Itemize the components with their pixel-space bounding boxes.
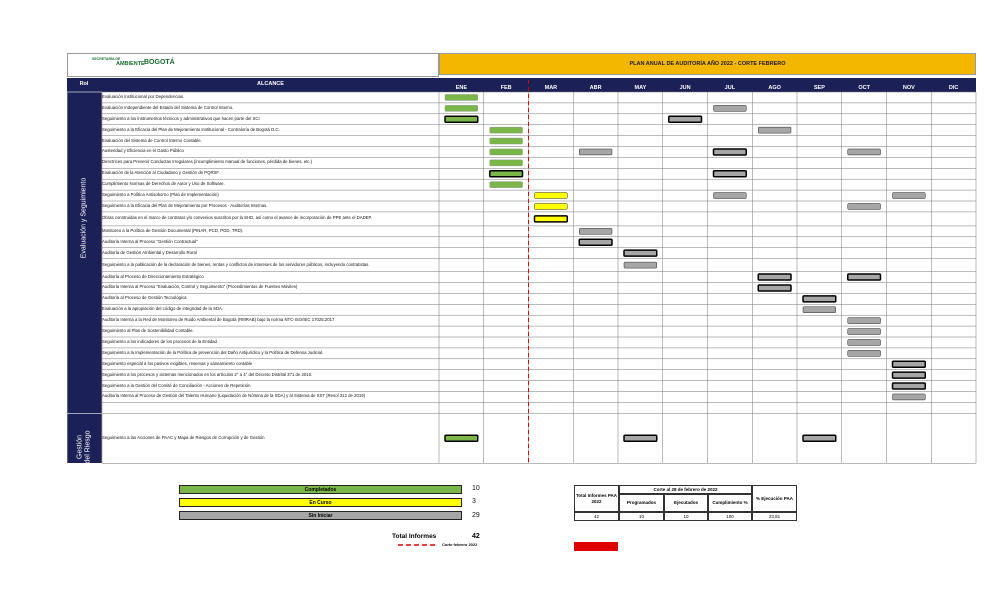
- month-header-jun: JUN: [679, 85, 691, 91]
- bar-not_started: [803, 435, 836, 441]
- bar-not_started: [758, 285, 791, 291]
- month-header-abr: ABR: [589, 85, 602, 91]
- group-label-evaluacion: Evaluación y Seguimiento: [80, 177, 88, 259]
- logo-bogota: BOGOTÁ: [144, 59, 175, 66]
- summary-programados-value: 10: [619, 512, 664, 521]
- bar-not_started: [624, 435, 657, 441]
- bar-not_started: [714, 149, 747, 155]
- bar-not_started: [579, 239, 612, 245]
- row-label: Seguimiento a los indicadores de los procesos de la Entidad: [102, 338, 217, 344]
- month-header-ene: ENE: [455, 85, 468, 91]
- month-header-dic: DIC: [948, 85, 959, 91]
- row-label: Auditoría al Proceso de Gestión Tecnológica: [102, 295, 187, 301]
- bar-completed: [490, 182, 523, 188]
- row-label: Seguimiento a la Eficacia del Plan de Mejoramiento Institucional - Contraloría de Bogotá D.C.: [102, 126, 280, 132]
- month-header-mar: MAR: [544, 85, 558, 91]
- bar-completed: [445, 435, 478, 441]
- bar-not_started: [803, 307, 836, 313]
- summary-cumplimiento-label: Cumplimiento %: [708, 494, 752, 512]
- month-header-sep: SEP: [813, 85, 825, 91]
- bar-not_started: [714, 193, 747, 199]
- row-label: Seguimiento a las Acciones de PAAC y Mapa de Riesgos de Corrupción y de Gestión: [102, 434, 265, 440]
- summary-ejecutados-label: Ejecutados: [664, 494, 708, 512]
- row-label: Seguimiento a la Eficacia del Plan de Mejoramiento por Procesos - Auditorías Internas.: [102, 202, 268, 208]
- month-header-ago: AGO: [768, 85, 781, 91]
- bar-not_started: [893, 361, 926, 367]
- cutoff-line-legend: [398, 543, 438, 547]
- plan-title: PLAN ANUAL DE AUDITORÍA AÑO 2022 - CORTE FEBRERO: [439, 53, 976, 75]
- row-label: Evaluación a la apropiación del código de integridad de la SDA.: [102, 306, 224, 312]
- month-header-feb: FEB: [500, 85, 512, 91]
- row-label: Evaluación Independiente del Estado del Sistema de Control Interno.: [102, 104, 234, 110]
- logo-ambiente: AMBIENTE: [116, 61, 145, 67]
- row-label: Seguimiento a los instrumentos técnicos y administrativos que hacen parte del SCI: [102, 115, 260, 121]
- total-label: Total Informes: [392, 533, 437, 540]
- row-label: Auditoría Interna a la Red de Monitoreo de Ruido Ambiental de Bogotá (RMRAB) bajo la norma NTC-ISO/IEC 17025:2017: [102, 317, 335, 323]
- summary-total-value: 42: [574, 512, 619, 521]
- bar-not_started: [848, 339, 881, 345]
- legend-not-started-count: 29: [472, 512, 480, 519]
- bar-completed: [445, 116, 478, 122]
- row-label: Seguimiento a la Implementación de la Política de prevención del Daño Antijurídico y la Política de Defensa Judicial.: [102, 349, 324, 355]
- row-label: Evaluación Institucional por Dependencias.: [102, 93, 185, 99]
- bar-completed: [490, 138, 523, 144]
- summary-exec-value: 23,81: [752, 512, 797, 521]
- legend-in-progress-count: 3: [472, 498, 476, 505]
- total-value: 42: [472, 533, 480, 540]
- row-label: Seguimiento a la publicación de la declaración de bienes, rentas y conflictos de intereses de los servidores públicos, incluyendo contratistas.: [102, 261, 370, 267]
- bar-in_progress: [535, 216, 568, 222]
- cutoff-swatch: [574, 542, 618, 551]
- bar-not_started: [848, 318, 881, 324]
- summary-cumplimiento-value: 100: [708, 512, 752, 521]
- bar-not_started: [714, 105, 747, 111]
- row-label: Auditoría Interna al Proceso de Gestión del Talento Humano (Liquidación de Nómina de la SDA) y al Sistema de SST (Resol 312 de 2019): [102, 393, 366, 399]
- bar-in_progress: [535, 203, 568, 209]
- bar-not_started: [848, 149, 881, 155]
- legend-in-progress: En Curso: [179, 498, 462, 507]
- bar-not_started: [848, 274, 881, 280]
- bar-not_started: [579, 149, 612, 155]
- row-label: Seguimiento a la Gestión del Comité de Conciliación - Acciones de Repetición: [102, 382, 251, 388]
- month-header-may: MAY: [634, 85, 647, 91]
- legend-completed-count: 10: [472, 485, 480, 492]
- row-label: Auditoría Interna al Proceso "Evaluación, Control y Seguimiento" (Procedimientos de Fuentes Móviles): [102, 284, 298, 290]
- bar-not_started: [893, 193, 926, 199]
- summary-period-label: Corte al 28 de febrero de 2022: [619, 485, 752, 494]
- bar-completed: [445, 94, 478, 100]
- bar-completed: [490, 160, 523, 166]
- row-label: Seguimiento a Política Antisoborno (Plan de Implementación): [102, 192, 219, 198]
- row-label: Cumplimiento Normas de Derechos de Autor y Uso de Software.: [102, 181, 225, 187]
- cutoff-label: Corte febrero 2022: [442, 542, 478, 547]
- group-label-riesgo: Gestión del Riesgo: [76, 430, 91, 464]
- bar-not_started: [758, 127, 791, 133]
- bar-completed: [490, 149, 523, 155]
- bar-not_started: [714, 171, 747, 177]
- row-label: Evaluación del Sistema de Control Interno Contable.: [102, 137, 202, 143]
- bar-not_started: [624, 250, 657, 256]
- bar-not_started: [848, 329, 881, 335]
- bar-completed: [490, 127, 523, 133]
- row-label: Seguimiento especial a los pasivos exigibles, reservas y saneamiento contable: [102, 360, 253, 366]
- month-header-nov: NOV: [902, 85, 915, 91]
- row-label: Seguimiento a los procesos y sistemas mencionados en los artículos 2° a 4° del Decreto Distrital 371 de 2010.: [102, 371, 313, 377]
- logo-secretaria: SECRETARÍA DE: [92, 57, 121, 61]
- row-label: Evaluación de la Atención al Ciudadano y Gestión de PQRSF.: [102, 170, 220, 176]
- row-label: Auditoría Interna al Proceso "Gestión Contractual": [102, 238, 198, 244]
- row-label: Seguimiento al Plan de Sostenibilidad Contable.: [102, 328, 194, 334]
- bar-in_progress: [535, 193, 568, 199]
- row-label: Directrices para Prevenir Conductas Irregulares (incumplimiento manual de funciones, pérdida de bienes, etc.): [102, 159, 313, 165]
- row-label: Auditoría de Gestión Ambiental y Desarrollo Rural: [102, 249, 197, 255]
- month-header-oct: OCT: [858, 85, 870, 91]
- month-header-jul: JUL: [724, 85, 736, 91]
- bar-completed: [490, 171, 523, 177]
- bar-not_started: [848, 350, 881, 356]
- row-label: Austeridad y Eficiencia en el Gasto Público: [102, 148, 184, 154]
- bar-not_started: [579, 228, 612, 234]
- bar-not_started: [848, 203, 881, 209]
- bar-not_started: [893, 383, 926, 389]
- row-label: Monitoreo a la Política de Gestión Documental (PINAR, PCD, PGD, TRD).: [102, 227, 244, 233]
- summary-programados-label: Programados: [619, 494, 664, 512]
- legend-not-started: Sin Iniciar: [179, 511, 462, 520]
- summary-ejecutados-value: 10: [664, 512, 708, 521]
- row-label: Auditoría al Proceso de Direccionamiento Estratégico: [102, 273, 204, 279]
- alcance-header: ALCANCE: [257, 81, 284, 87]
- bar-not_started: [893, 372, 926, 378]
- legend-completed: Completados: [179, 485, 462, 494]
- bar-not_started: [669, 116, 702, 122]
- rol-header: Rol: [79, 81, 89, 87]
- summary-total-label: Total Informes PAA 2022: [574, 485, 619, 512]
- bar-not_started: [803, 296, 836, 302]
- summary-exec-label: % Ejecución PAA: [752, 485, 797, 512]
- bar-completed: [445, 105, 478, 111]
- bar-not_started: [893, 394, 926, 400]
- bar-not_started: [758, 274, 791, 280]
- row-label: Obras construidas en el marco de contratos y/o convenios suscritos por la SHD, así como el avance de incorporación de PPE ante el DADEP.: [102, 215, 373, 221]
- bar-not_started: [624, 262, 657, 268]
